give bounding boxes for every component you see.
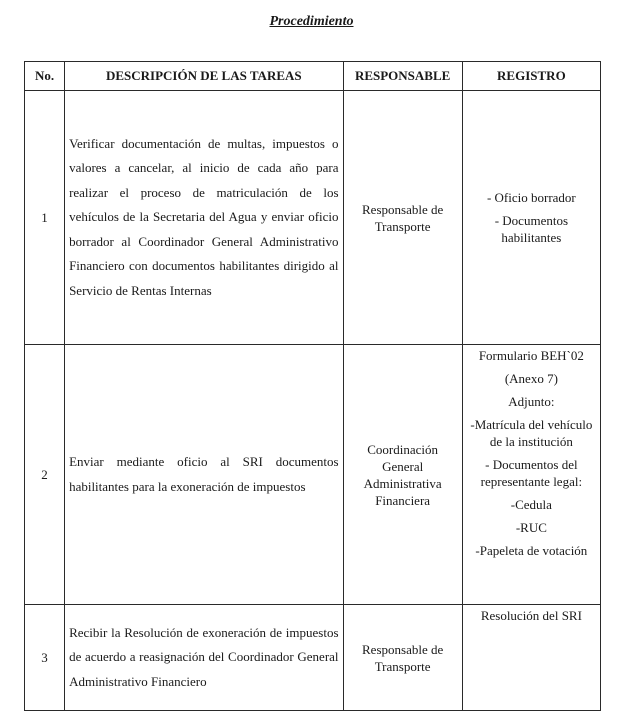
registro-item: - Documentos habilitantes bbox=[494, 213, 569, 245]
cell-registro bbox=[462, 91, 600, 345]
cell-registro bbox=[462, 345, 600, 605]
table-row bbox=[25, 91, 601, 345]
header-registro: REGISTRO bbox=[462, 62, 600, 91]
table-row bbox=[25, 345, 601, 605]
document-title: Procedimiento bbox=[269, 14, 354, 29]
cell-no: 3 bbox=[25, 605, 65, 711]
table-header-row bbox=[25, 62, 601, 91]
cell-descripcion: Verificar documentación de multas, impuestos o valores a cancelar, al inicio de cada año para realizar el proceso de matriculación de los vehículos de la Secretaria del Agua y enviar oficio borrador al Coordinador General Administrativo Financiero con documentos habilitantes dirigido al Servicio de Rentas Internas bbox=[65, 91, 343, 345]
cell-descripcion: Enviar mediante oficio al SRI documentos habilitantes para la exoneración de impuestos bbox=[65, 345, 343, 605]
table-row bbox=[25, 605, 601, 711]
registro-item: -Cedula bbox=[510, 497, 552, 512]
registro-item: Resolución del SRI bbox=[480, 608, 582, 623]
registro-item: Formulario BEH`02 bbox=[478, 348, 584, 363]
cell-responsable: Responsable de Transporte bbox=[343, 605, 462, 711]
registro-item: -RUC bbox=[515, 520, 547, 535]
header-no: No. bbox=[25, 62, 65, 91]
cell-registro bbox=[462, 605, 600, 711]
cell-responsable: Responsable de Transporte bbox=[343, 91, 462, 345]
registro-item: -Papeleta de votación bbox=[475, 543, 588, 558]
registro-item: -Matrícula del vehículo de la institución bbox=[470, 417, 593, 449]
registro-item: - Oficio borrador bbox=[486, 190, 576, 205]
procedure-table bbox=[24, 61, 601, 711]
registro-item: - Documentos del representante legal: bbox=[480, 457, 583, 489]
cell-no: 2 bbox=[25, 345, 65, 605]
registro-item: Adjunto: bbox=[508, 394, 555, 409]
cell-no: 1 bbox=[25, 91, 65, 345]
cell-responsable: Coordinación General Administrativa Financiera bbox=[343, 345, 462, 605]
header-responsable: RESPONSABLE bbox=[343, 62, 462, 91]
registro-item: (Anexo 7) bbox=[504, 371, 558, 386]
cell-descripcion: Recibir la Resolución de exoneración de impuestos de acuerdo a reasignación del Coordinador General Administrativo Financiero bbox=[65, 605, 343, 711]
header-descripcion: DESCRIPCIÓN DE LAS TAREAS bbox=[65, 62, 343, 91]
